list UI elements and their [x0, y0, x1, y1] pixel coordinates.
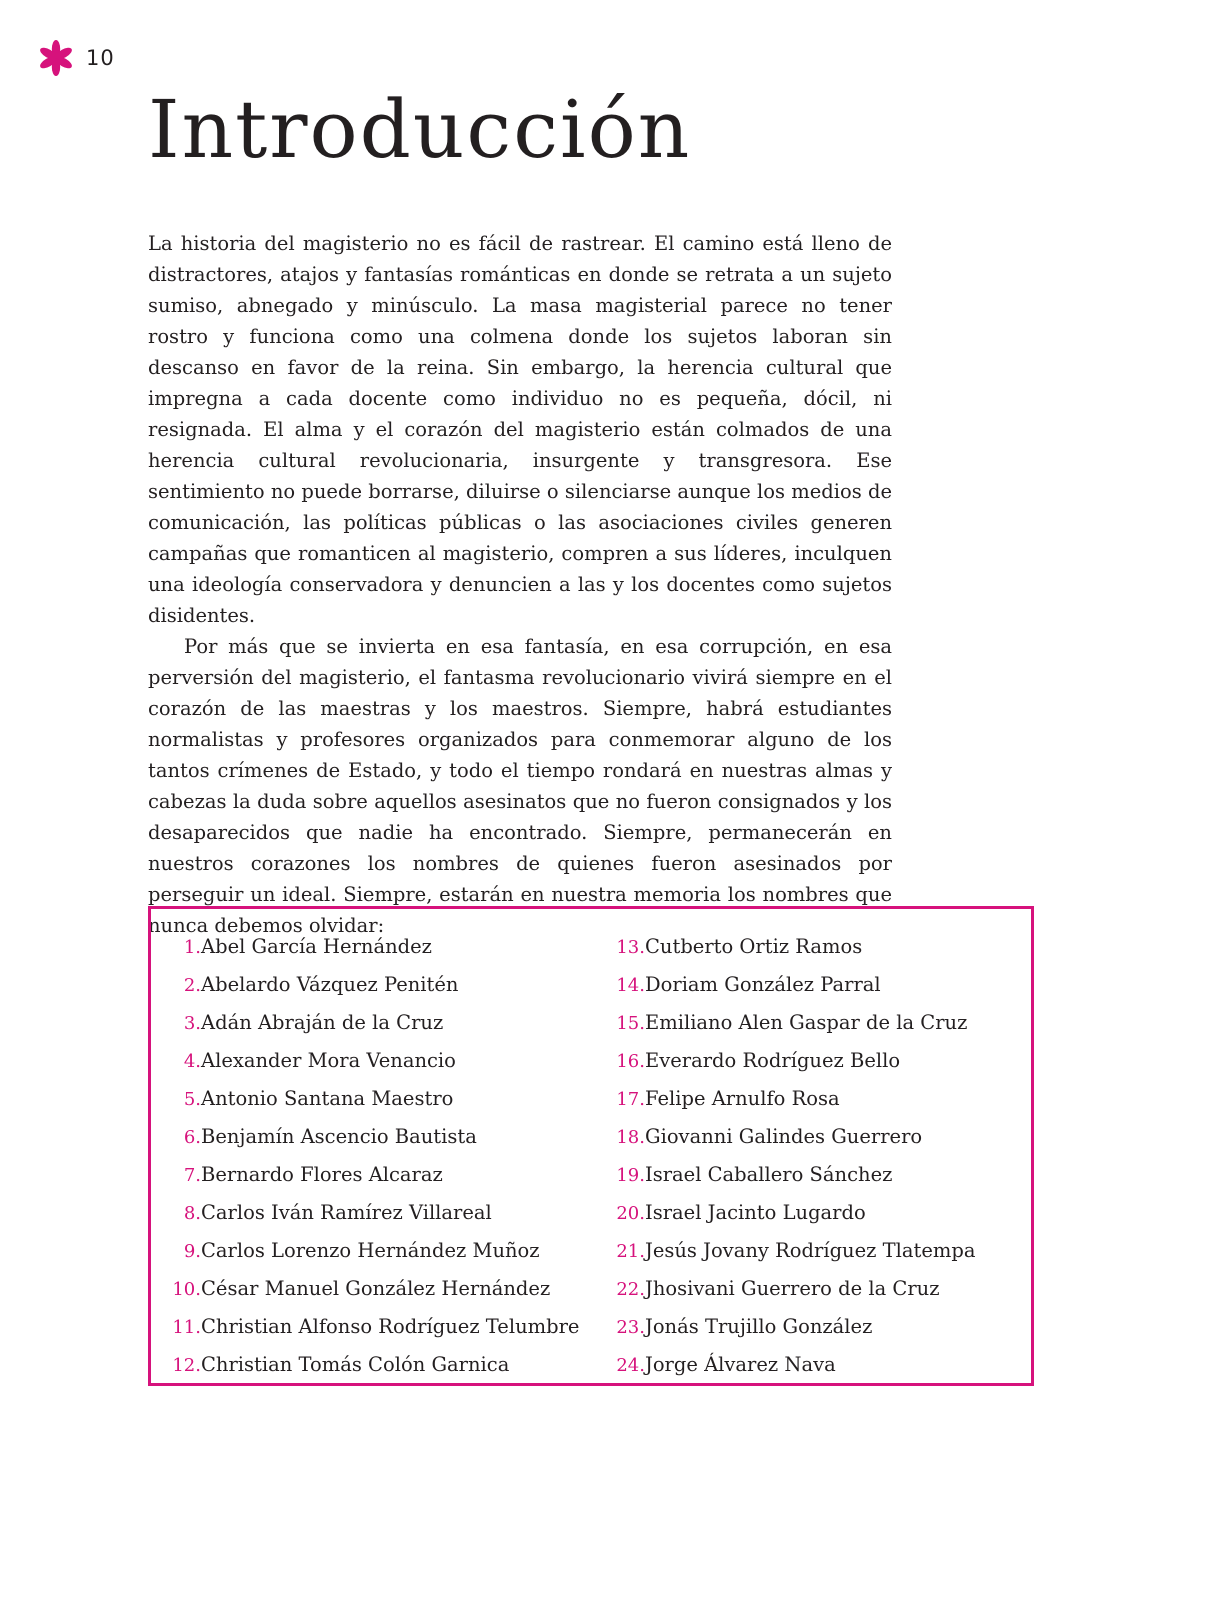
- list-item: [169, 1005, 579, 1043]
- list-item: [169, 1043, 579, 1081]
- list-item: [169, 1233, 579, 1271]
- list-item-name: Christian Alfonso Rodríguez Telumbre: [201, 1315, 580, 1338]
- list-item-name: Everardo Rodríguez Bello: [645, 1049, 901, 1072]
- list-item-number: 21.: [616, 1241, 645, 1262]
- paragraph: Por más que se invierta en esa fantasía, en esa corrupción, en esa perversión del magisterio, el fantasma revolucionario vivirá siempre en el corazón de las maestras y los maestros. Siempre, habrá estudiantes normalistas y profesores organizados para conmemorar alguno de los tantos crímenes de Estado, y todo el tiempo rondará en nuestras almas y cabezas la duda sobre aquellos asesinatos que no fueron consignados y los desaparecidos que nadie ha encontrado. Siempre, permanecerán en nuestros corazones los nombres de quienes fueron asesinados por perseguir un ideal. Siempre, estarán en nuestra memoria los nombres que nunca debemos olvidar:: [148, 635, 892, 937]
- list-item: [613, 1157, 975, 1195]
- list-item: [169, 929, 579, 967]
- list-item: [613, 1309, 975, 1347]
- list-item: [169, 1119, 579, 1157]
- list-item-name: Jhosivani Guerrero de la Cruz: [645, 1277, 940, 1300]
- list-item-number: 7.: [183, 1165, 201, 1186]
- page-number: 10: [86, 46, 115, 70]
- list-item-number: 1.: [183, 937, 201, 958]
- list-item-number: 14.: [616, 975, 645, 996]
- list-item-name: Giovanni Galindes Guerrero: [645, 1125, 923, 1148]
- list-item-name: Abel García Hernández: [201, 935, 432, 958]
- list-item-name: Felipe Arnulfo Rosa: [645, 1087, 840, 1110]
- list-item: [169, 967, 579, 1005]
- list-item-number: 20.: [616, 1203, 645, 1224]
- list-item: [613, 1347, 975, 1385]
- list-item-name: Carlos Lorenzo Hernández Muñoz: [201, 1239, 540, 1262]
- list-item-number: 12.: [172, 1355, 201, 1376]
- list-item: [613, 1271, 975, 1309]
- list-item-name: Jonás Trujillo González: [645, 1315, 873, 1338]
- paragraph: La historia del magisterio no es fácil de rastrear. El camino está lleno de distractores, atajos y fantasías románticas en donde se retrata a un sujeto sumiso, abnegado y minúsculo. La masa magisterial parece no tener rostro y funciona como una colmena donde los sujetos laboran sin descanso en favor de la reina. Sin embargo, la herencia cultural que impregna a cada docente como individuo no es pequeña, dócil, ni resignada. El alma y el corazón del magisterio están colmados de una herencia cultural revolucionaria, insurgente y transgresora. Ese sentimiento no puede borrarse, diluirse o silenciarse aunque los medios de comunicación, las políticas públicas o las asociaciones civiles generen campañas que romanticen al magisterio, compren a sus líderes, inculquen una ideología conservadora y denuncien a las y los docentes como sujetos disidentes.: [148, 232, 892, 627]
- list-item-number: 4.: [183, 1051, 201, 1072]
- list-item: [613, 1119, 975, 1157]
- list-item-number: 24.: [616, 1355, 645, 1376]
- list-item-name: Cutberto Ortiz Ramos: [645, 935, 863, 958]
- list-item-number: 13.: [616, 937, 645, 958]
- body-text: [148, 228, 892, 941]
- list-item-name: Antonio Santana Maestro: [201, 1087, 454, 1110]
- list-item-name: Christian Tomás Colón Garnica: [201, 1353, 510, 1376]
- list-item-name: Doriam González Parral: [645, 973, 881, 996]
- list-item-name: Israel Jacinto Lugardo: [645, 1201, 866, 1224]
- page-header: [38, 40, 115, 76]
- list-item-number: 11.: [172, 1317, 201, 1338]
- list-item-name: Adán Abraján de la Cruz: [201, 1011, 444, 1034]
- list-item: [613, 1043, 975, 1081]
- list-item-number: 15.: [616, 1013, 645, 1034]
- list-item-name: Benjamín Ascencio Bautista: [201, 1125, 477, 1148]
- list-item: [613, 929, 975, 967]
- names-box: [148, 906, 1034, 1386]
- list-item: [613, 1005, 975, 1043]
- list-item: [169, 1157, 579, 1195]
- list-item-number: 9.: [183, 1241, 201, 1262]
- list-item-number: 5.: [183, 1089, 201, 1110]
- list-item-number: 18.: [616, 1127, 645, 1148]
- list-item-number: 23.: [616, 1317, 645, 1338]
- list-item-number: 2.: [183, 975, 201, 996]
- list-item-name: Alexander Mora Venancio: [201, 1049, 456, 1072]
- names-list-left: [169, 929, 579, 1385]
- list-item-number: 10.: [172, 1279, 201, 1300]
- list-item-number: 19.: [616, 1165, 645, 1186]
- list-item: [169, 1347, 579, 1385]
- list-item: [169, 1309, 579, 1347]
- list-item-number: 3.: [183, 1013, 201, 1034]
- list-item-name: Carlos Iván Ramírez Villareal: [201, 1201, 492, 1224]
- list-item-name: Abelardo Vázquez Penitén: [201, 973, 459, 996]
- list-item-number: 6.: [183, 1127, 201, 1148]
- page-title: Introducción: [148, 83, 692, 176]
- list-item: [169, 1081, 579, 1119]
- list-item-number: 17.: [616, 1089, 645, 1110]
- list-item-name: Israel Caballero Sánchez: [645, 1163, 893, 1186]
- list-item-name: César Manuel González Hernández: [201, 1277, 551, 1300]
- names-list-right: [613, 929, 975, 1385]
- list-item: [613, 1195, 975, 1233]
- list-item: [169, 1195, 579, 1233]
- list-item-name: Jesús Jovany Rodríguez Tlatempa: [645, 1239, 976, 1262]
- list-item: [613, 1233, 975, 1271]
- list-item: [613, 967, 975, 1005]
- list-item-number: 22.: [616, 1279, 645, 1300]
- list-item-name: Jorge Álvarez Nava: [645, 1353, 836, 1376]
- list-item-name: Emiliano Alen Gaspar de la Cruz: [645, 1011, 968, 1034]
- asterisk-icon: [38, 40, 74, 76]
- list-item-number: 8.: [183, 1203, 201, 1224]
- list-item: [613, 1081, 975, 1119]
- list-item-number: 16.: [616, 1051, 645, 1072]
- list-item: [169, 1271, 579, 1309]
- list-item-name: Bernardo Flores Alcaraz: [201, 1163, 443, 1186]
